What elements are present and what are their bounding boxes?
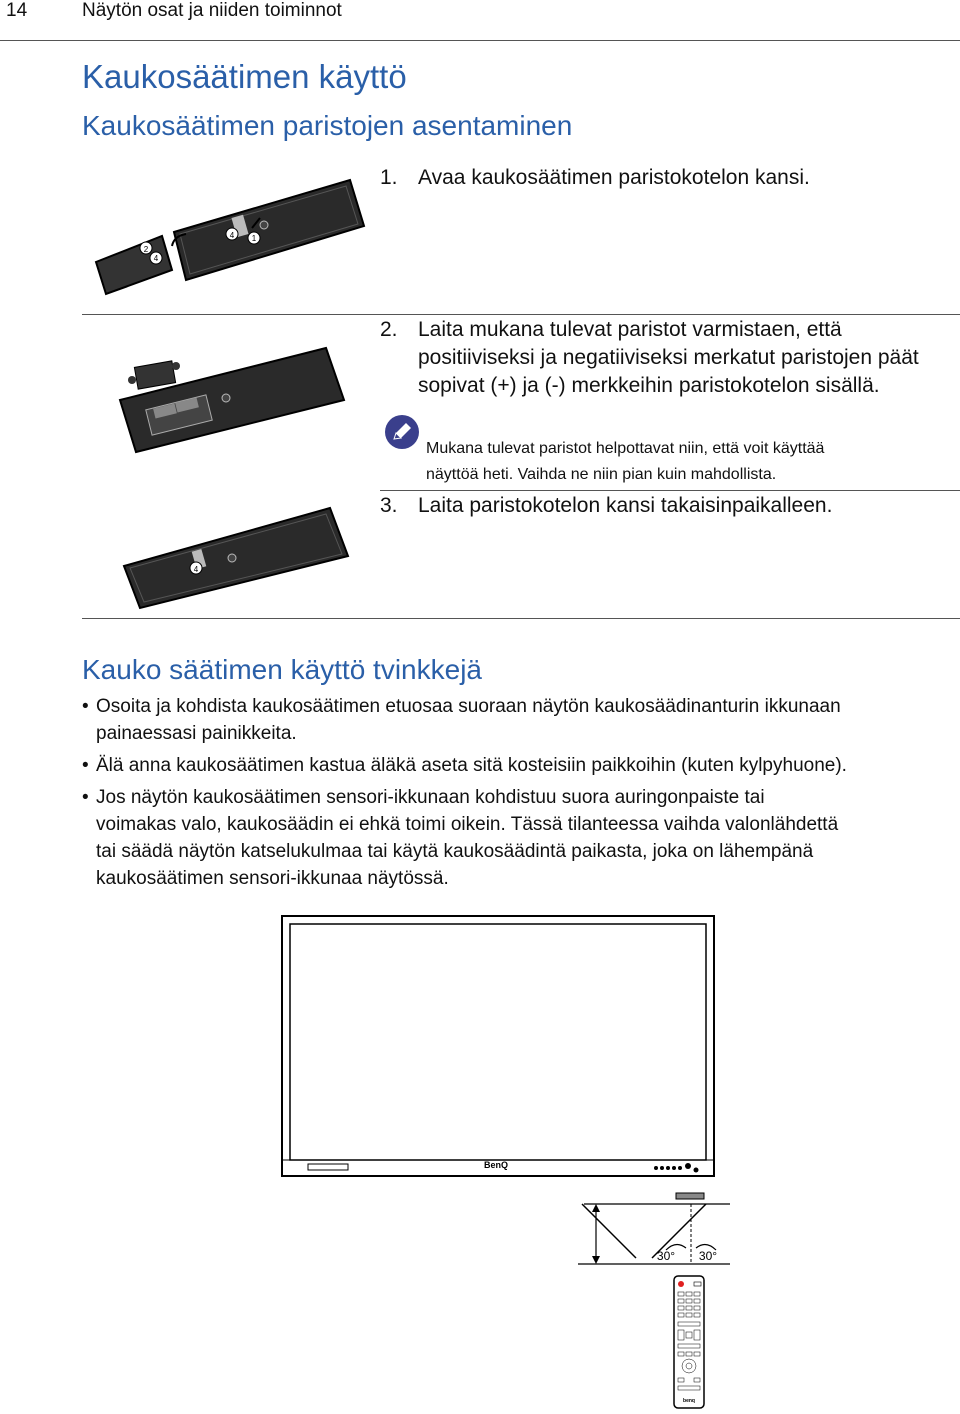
tip-line: • Osoita ja kohdista kaukosäätimen etuosaa suoraan näytön kaukosäädinanturin ikkunaan <box>96 696 841 717</box>
display-remote-angle-illustration <box>270 912 730 1412</box>
tip-item <box>82 693 958 747</box>
ir-sensor-window <box>676 1193 704 1199</box>
step-text: Avaa kaukosäätimen paristokotelon kansi. <box>418 166 810 189</box>
note-line: näyttöä heti. Vaihda ne niin pian kuin mahdollista. <box>426 466 777 483</box>
svg-text:4: 4 <box>229 231 235 240</box>
tip-line: • Älä anna kaukosäätimen kastua äläkä aseta sitä kosteisiin paikkoihin (kuten kylpyhuone). <box>96 755 847 776</box>
remote-battery-compartment-illustration <box>114 344 346 456</box>
pencil-note-icon <box>384 414 420 450</box>
tip-item <box>82 784 958 892</box>
tip-line: tai säädä näytön katselukulmaa tai käytä kaukosäädintä paikasta, joka on lähempänä <box>96 841 814 862</box>
step-3 <box>380 492 940 520</box>
step-2 <box>380 316 960 400</box>
page-title: Kaukosäätimen käyttö <box>82 58 407 95</box>
header-divider <box>0 40 960 41</box>
monitor-brand-logo: BenQ <box>483 1160 509 1170</box>
step-text-line: Laita mukana tulevat paristot varmistaen, että <box>418 318 842 341</box>
tip-line: kaukosäätimen sensori-ikkunaa näytössä. <box>96 868 449 889</box>
step-text: Laita paristokotelon kansi takaisinpaikalleen. <box>418 494 833 517</box>
svg-text:4: 4 <box>193 565 199 574</box>
tip-line: • Jos näytön kaukosäätimen sensori-ikkunaan kohdistuu suora auringonpaiste tai <box>96 787 765 808</box>
remote-control-illustration <box>674 1276 704 1408</box>
svg-text:4: 4 <box>153 254 159 263</box>
tip-line: painaessasi painikkeita. <box>96 723 297 744</box>
section-heading-batteries: Kaukosäätimen paristojen asentaminen <box>82 110 573 141</box>
note-line: Mukana tulevat paristot helpottavat niin, että voit käyttää <box>426 440 825 457</box>
svg-text:2: 2 <box>143 245 149 254</box>
svg-text:1: 1 <box>251 234 257 243</box>
remote-brand-logo: benq <box>683 1398 695 1404</box>
tip-line: voimakas valo, kaukosäädin ei ehkä toimi oikein. Tässä tilanteessa vaihda valonlähdettä <box>96 814 839 835</box>
tip-item <box>82 752 958 779</box>
running-header: Näytön osat ja niiden toiminnot <box>82 0 342 21</box>
section-heading-tips: Kauko säätimen käyttö tvinkkejä <box>82 654 482 685</box>
step-text-line: positiiviseksi ja negatiiviseksi merkatut paristojen päät <box>418 346 919 369</box>
page-number: 14 <box>6 0 28 21</box>
step-1 <box>380 164 940 192</box>
note-text <box>426 436 956 488</box>
step-number: 3. <box>380 494 398 517</box>
angle-label-right: 30° <box>698 1249 718 1263</box>
angle-label-left: 30° <box>656 1249 676 1263</box>
remote-closed-cover-illustration <box>120 504 352 612</box>
step-text-line: sopivat (+) ja (-) merkkeihin paristokotelon sisällä. <box>418 374 880 397</box>
section-divider <box>82 618 960 619</box>
note-divider <box>380 490 960 491</box>
tips-list <box>82 693 958 897</box>
step-number: 1. <box>380 166 398 189</box>
step-divider <box>82 314 960 315</box>
step-number: 2. <box>380 318 398 341</box>
remote-open-cover-illustration <box>92 176 372 302</box>
